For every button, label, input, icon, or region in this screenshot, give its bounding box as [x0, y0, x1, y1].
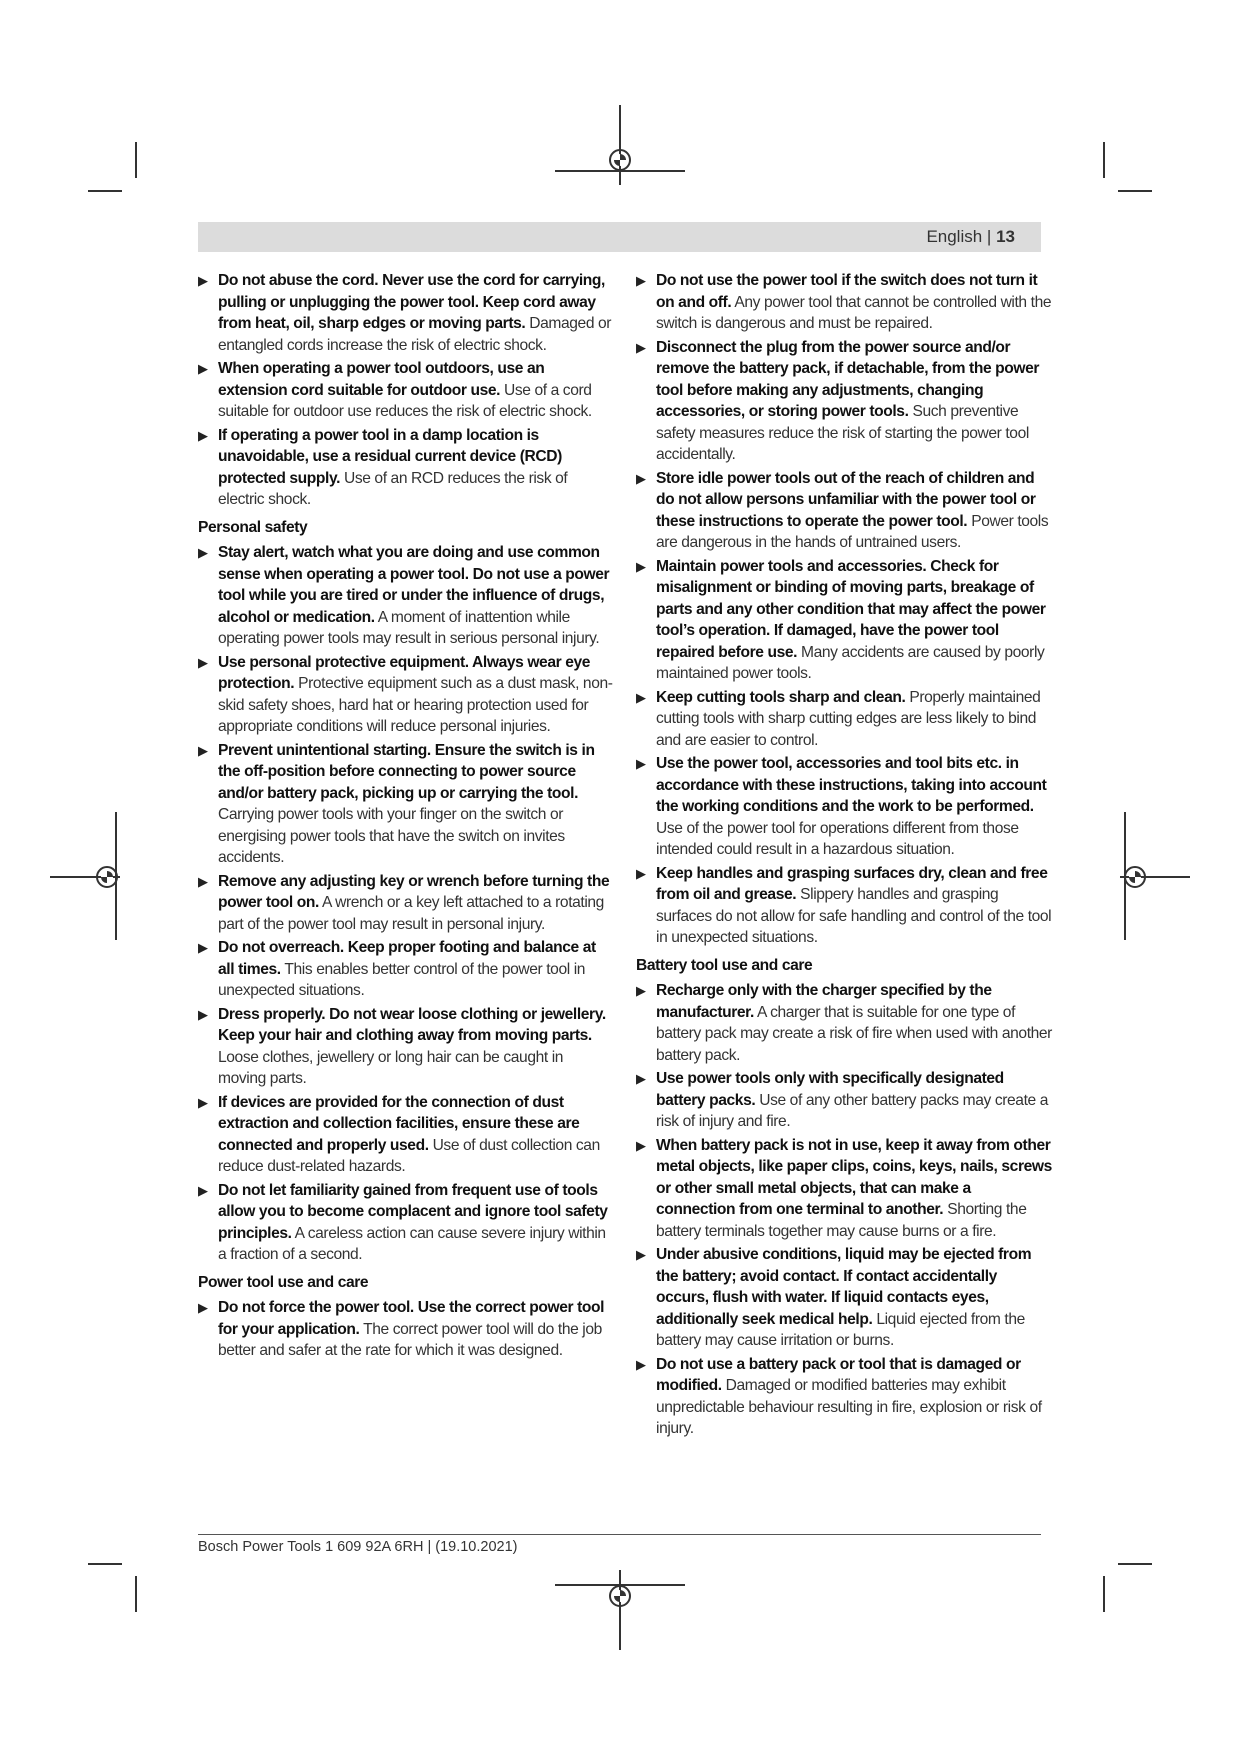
triangle-bullet-icon: ▶ [636, 1247, 646, 1262]
header-label: English | 13 [926, 227, 1015, 246]
instruction-explanation: Liquid ejected from the battery may cause irritation or burns. [656, 1310, 1025, 1349]
triangle-bullet-icon: ▶ [636, 470, 646, 486]
safety-instruction [636, 1068, 1052, 1133]
registration-target-icon [609, 1585, 631, 1607]
instruction-explanation: Use of an RCD reduces the risk of electric shock. [218, 469, 568, 508]
triangle-bullet-icon: ▶ [198, 654, 208, 670]
instruction-bold: Under abusive conditions, liquid may be ejected from the battery; avoid contact. If contact accidentally occurs, flush with water. If liquid contacts eyes, additionally seek medical help. [656, 1246, 1032, 1328]
instruction-bold: If devices are provided for the connection of dust extraction and collection facilities, ensure these are connected and properly used. [218, 1093, 580, 1154]
instruction-explanation: A wrench or a key left attached to a rotating part of the power tool may result in personal injury. [218, 894, 604, 933]
triangle-bullet-icon: ▶ [198, 545, 208, 560]
instruction-bold: Maintain power tools and accessories. Check for misalignment or binding of moving parts, breakage of parts and any other condition that may affect the power tool’s operation. If damaged, have the power tool repaired before use. [656, 557, 1046, 661]
crop-mark [1103, 1576, 1105, 1612]
triangle-bullet-icon: ▶ [636, 1137, 646, 1153]
triangle-bullet-icon: ▶ [636, 689, 646, 705]
triangle-bullet-icon: ▶ [636, 339, 646, 355]
instruction-bold: Do not use a battery pack or tool that is damaged or modified. [656, 1355, 1021, 1394]
instruction-bold: If operating a power tool in a damp location is unavoidable, use a residual current device (RCD) protected supply. [218, 426, 562, 487]
safety-instruction [198, 1092, 614, 1178]
instruction-explanation: Protective equipment such as a dust mask, non-skid safety shoes, hard hat or hearing protection used for appropriate conditions will reduce personal injuries. [218, 675, 613, 735]
triangle-bullet-icon: ▶ [636, 1071, 646, 1086]
triangle-bullet-icon: ▶ [636, 865, 646, 881]
instruction-bold: Dress properly. Do not wear loose clothing or jewellery. Keep your hair and clothing away from moving parts. [218, 1005, 606, 1044]
instruction-bold: Do not abuse the cord. Never use the cord for carrying, pulling or unplugging the power tool. Keep cord away from heat, oil, sharp edges or moving parts. [218, 272, 605, 332]
safety-instruction [636, 468, 1052, 554]
triangle-bullet-icon: ▶ [198, 1300, 208, 1315]
instruction-bold: Remove any adjusting key or wrench before turning the power tool on. [218, 872, 610, 911]
safety-instruction [636, 270, 1052, 335]
triangle-bullet-icon: ▶ [198, 427, 208, 443]
footer-divider [198, 1534, 1041, 1535]
instruction-bold: Do not use the power tool if the switch does not turn it on and off. [656, 272, 1038, 311]
section-heading: Personal safety [198, 518, 308, 536]
instruction-bold: Do not let familiarity gained from frequent use of tools allow you to become complacent and ignore tool safety principles. [218, 1181, 608, 1242]
registration-target-icon [96, 866, 118, 888]
instruction-bold: Do not force the power tool. Use the correct power tool for your application. [218, 1299, 605, 1338]
instruction-explanation: The correct power tool will do the job better and safer at the rate for which it was designed. [218, 1320, 602, 1359]
section-heading: Battery tool use and care [636, 956, 813, 974]
instruction-explanation: Carrying power tools with your finger on the switch or energising power tools that have the switch on invites accidents. [218, 806, 565, 866]
safety-instruction [198, 937, 614, 1002]
instruction-explanation: Shorting the battery terminals together may cause burns or a fire. [656, 1201, 1027, 1240]
crop-mark [88, 190, 122, 192]
section-heading: Power tool use and care [198, 1273, 369, 1291]
triangle-bullet-icon: ▶ [198, 1182, 208, 1198]
crop-mark [135, 1576, 137, 1612]
instruction-explanation: Use of dust collection can reduce dust-related hazards. [218, 1136, 600, 1175]
safety-instruction [198, 1297, 614, 1362]
safety-instruction [198, 358, 614, 423]
instruction-explanation: Damaged or entangled cords increase the risk of electric shock. [218, 315, 612, 354]
safety-instruction [636, 687, 1052, 752]
safety-instruction [636, 1244, 1052, 1352]
header-language: English [926, 227, 983, 246]
crop-mark [88, 1563, 122, 1565]
safety-instruction [198, 1180, 614, 1266]
instruction-explanation: Such preventive safety measures reduce the risk of starting the power tool accidentally. [656, 403, 1029, 463]
instruction-explanation: Damaged or modified batteries may exhibit unpredictable behaviour resulting in fire, explosion or risk of injury. [656, 1377, 1042, 1437]
triangle-bullet-icon: ▶ [636, 983, 646, 998]
registration-target-icon [609, 149, 631, 171]
crop-mark [1103, 142, 1105, 178]
instruction-explanation: Properly maintained cutting tools with sharp cutting edges are less likely to bind and are easier to control. [656, 688, 1041, 749]
registration-target-icon [1124, 866, 1146, 888]
instruction-explanation: Slippery handles and grasping surfaces do not allow for safe handling and control of the tool in unexpected situations. [656, 886, 1052, 946]
instruction-explanation: Use of any other battery packs may create a risk of injury and fire. [656, 1091, 1048, 1130]
footer-imprint: Bosch Power Tools 1 609 92A 6RH | (19.10.2021) [198, 1539, 518, 1555]
instruction-bold: Use personal protective equipment. Always wear eye protection. [218, 653, 591, 692]
triangle-bullet-icon: ▶ [198, 940, 208, 955]
safety-instruction [636, 980, 1052, 1066]
page-header [198, 222, 1041, 252]
registration-line [619, 105, 621, 185]
crop-mark [135, 142, 137, 178]
triangle-bullet-icon: ▶ [198, 742, 208, 758]
safety-instruction [198, 1004, 614, 1090]
instruction-explanation: Loose clothes, jewellery or long hair can be caught in moving parts. [218, 1048, 564, 1087]
instruction-bold: Recharge only with the charger specified by the manufacturer. [656, 982, 992, 1021]
safety-instruction [198, 425, 614, 511]
registration-line [619, 1570, 621, 1650]
instruction-explanation: This enables better control of the power tool in unexpected situations. [218, 960, 586, 999]
left-column [198, 270, 614, 1364]
instruction-bold: Store idle power tools out of the reach of children and do not allow persons unfamiliar with the power tool or these instructions to operate the power tool. [656, 469, 1036, 530]
right-column [636, 270, 1052, 1442]
instruction-bold: Disconnect the plug from the power source and/or remove the battery pack, if detachable, from the power tool before making any adjustments, changing accessories, or storing power tools. [656, 338, 1040, 420]
safety-instruction [198, 270, 614, 356]
safety-instruction [198, 871, 614, 936]
instruction-explanation: Power tools are dangerous in the hands of untrained users. [656, 512, 1049, 551]
page-number: 13 [996, 227, 1015, 246]
triangle-bullet-icon: ▶ [198, 873, 208, 889]
instruction-bold: Use power tools only with specifically designated battery packs. [656, 1070, 1004, 1109]
instruction-bold: Stay alert, watch what you are doing and use common sense when operating a power tool. Do not use a power tool while you are tired or under the influence of drugs, alcohol or medication. [218, 544, 610, 626]
instruction-bold: Keep cutting tools sharp and clean. [656, 688, 906, 706]
instruction-bold: Do not overreach. Keep proper footing and balance at all times. [218, 939, 596, 978]
instruction-bold: When battery pack is not in use, keep it away from other metal objects, like paper clips, coins, keys, nails, screws or other small metal objects, that can make a connection from one terminal to another. [656, 1136, 1052, 1218]
crop-mark [1118, 190, 1152, 192]
instruction-bold: Prevent unintentional starting. Ensure the switch is in the off-position before connecting to power source and/or battery pack, picking up or carrying the tool. [218, 741, 595, 802]
safety-instruction [636, 556, 1052, 685]
safety-instruction [198, 542, 614, 650]
safety-instruction [636, 753, 1052, 861]
triangle-bullet-icon: ▶ [198, 273, 208, 288]
instruction-explanation: Use of the power tool for operations different from those intended could result in a hazardous situation. [656, 819, 1019, 858]
triangle-bullet-icon: ▶ [636, 1356, 646, 1372]
instruction-explanation: A moment of inattention while operating power tools may result in serious personal injury. [218, 608, 600, 647]
triangle-bullet-icon: ▶ [636, 558, 646, 574]
safety-instruction [636, 337, 1052, 466]
instruction-bold: Use the power tool, accessories and tool bits etc. in accordance with these instructions, taking into account the working conditions and the work to be performed. [656, 755, 1047, 815]
instruction-bold: When operating a power tool outdoors, use an extension cord suitable for outdoor use. [218, 360, 545, 399]
instruction-explanation: Many accidents are caused by poorly maintained power tools. [656, 643, 1045, 682]
safety-instruction [636, 1354, 1052, 1440]
triangle-bullet-icon: ▶ [636, 273, 646, 288]
crop-mark [1118, 1563, 1152, 1565]
triangle-bullet-icon: ▶ [198, 1094, 208, 1110]
instruction-bold: Keep handles and grasping surfaces dry, clean and free from oil and grease. [656, 864, 1048, 903]
instruction-explanation: A charger that is suitable for one type of battery pack may create a risk of fire when used with another battery pack. [656, 1003, 1052, 1064]
triangle-bullet-icon: ▶ [198, 361, 208, 376]
triangle-bullet-icon: ▶ [198, 1006, 208, 1022]
safety-instruction [198, 652, 614, 738]
safety-instruction [636, 1135, 1052, 1243]
instruction-explanation: Any power tool that cannot be controlled with the switch is dangerous and must be repaired. [656, 293, 1052, 332]
instruction-explanation: Use of a cord suitable for outdoor use reduces the risk of electric shock. [218, 381, 592, 420]
triangle-bullet-icon: ▶ [636, 756, 646, 771]
safety-instruction [198, 740, 614, 869]
instruction-explanation: A careless action can cause severe injury within a fraction of a second. [218, 1224, 606, 1263]
safety-instruction [636, 863, 1052, 949]
